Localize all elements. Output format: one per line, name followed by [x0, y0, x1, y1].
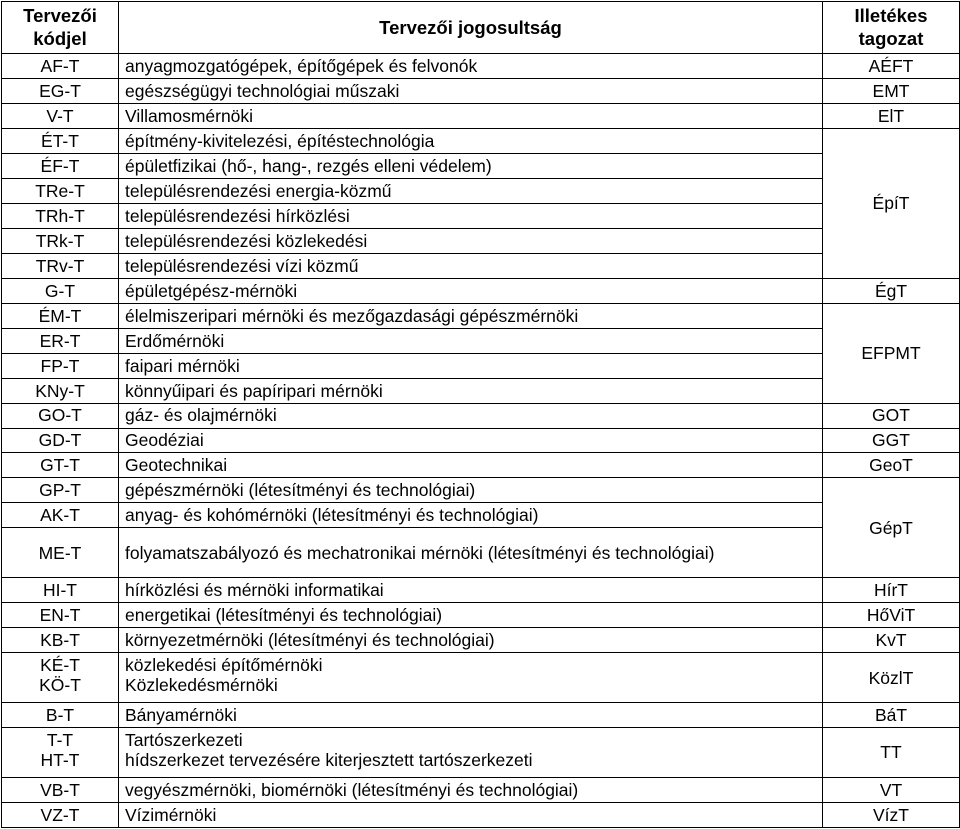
desc-cell: anyag- és kohómérnöki (létesítményi és technológiai) — [119, 503, 823, 528]
code-cell: B-T — [2, 703, 119, 728]
header-code: Tervezői kódjel — [2, 2, 119, 54]
table-row — [2, 603, 960, 628]
table-row — [2, 54, 960, 79]
table-row — [2, 653, 960, 703]
desc-line: hídszerkezet tervezésére kiterjesztett tartószerkezeti — [125, 750, 533, 771]
table-row — [2, 353, 960, 378]
header-scope: Tervezői jogosultság — [119, 2, 823, 54]
code-cell: VB-T — [2, 777, 119, 802]
desc-cell-pair — [119, 727, 823, 777]
code-cell: GT-T — [2, 453, 119, 478]
dept-cell: KözlT — [823, 653, 960, 703]
desc-cell-pair — [119, 653, 823, 703]
desc-cell: anyagmozgatógépek, építőgépek és felvonók — [119, 54, 823, 79]
table-row — [2, 303, 960, 328]
table-row — [2, 378, 960, 403]
code-line: KÖ-T — [39, 675, 81, 696]
code-line: KÉ-T — [40, 655, 80, 676]
code-cell: ÉF-T — [2, 154, 119, 179]
dept-cell: EMT — [823, 79, 960, 104]
dept-cell: ÉpíT — [823, 129, 960, 279]
table-row — [2, 328, 960, 353]
dept-cell: VízT — [823, 802, 960, 827]
dept-cell: HírT — [823, 578, 960, 603]
dept-cell: ElT — [823, 104, 960, 129]
code-cell: GD-T — [2, 428, 119, 453]
desc-line: Tartószerkezeti — [125, 729, 243, 750]
header-row — [2, 2, 960, 54]
dept-cell: TT — [823, 727, 960, 777]
code-cell: EG-T — [2, 79, 119, 104]
desc-cell: egészségügyi technológiai műszaki — [119, 79, 823, 104]
desc-cell: gépészmérnöki (létesítményi és technológiai) — [119, 478, 823, 503]
code-cell: TRe-T — [2, 179, 119, 204]
desc-cell: élelmiszeripari mérnöki és mezőgazdasági gépészmérnöki — [119, 303, 823, 328]
table-row — [2, 478, 960, 503]
desc-cell: épületfizikai (hő-, hang-, rezgés elleni védelem) — [119, 154, 823, 179]
desc-cell: energetikai (létesítményi és technológiai) — [119, 603, 823, 628]
dept-cell: VT — [823, 777, 960, 802]
table-row — [2, 528, 960, 578]
dept-cell: GépT — [823, 478, 960, 578]
table-row — [2, 228, 960, 253]
code-cell: GO-T — [2, 403, 119, 428]
desc-cell: faipari mérnöki — [119, 353, 823, 378]
table-row — [2, 428, 960, 453]
desc-cell: településrendezési közlekedési — [119, 228, 823, 253]
desc-cell: Geodéziai — [119, 428, 823, 453]
desc-cell: településrendezési hírközlési — [119, 203, 823, 228]
table-row — [2, 79, 960, 104]
code-cell: TRk-T — [2, 228, 119, 253]
table-row — [2, 628, 960, 653]
code-cell: V-T — [2, 104, 119, 129]
table-row — [2, 203, 960, 228]
designer-qualification-table — [1, 1, 960, 828]
desc-cell: Villamosmérnöki — [119, 104, 823, 129]
dept-cell: EFPMT — [823, 303, 960, 403]
code-cell: AK-T — [2, 503, 119, 528]
table-row — [2, 802, 960, 827]
desc-cell: könnyűipari és papíripari mérnöki — [119, 378, 823, 403]
desc-cell: településrendezési energia-közmű — [119, 179, 823, 204]
table-row — [2, 403, 960, 428]
table-row — [2, 154, 960, 179]
desc-cell: Erdőmérnöki — [119, 328, 823, 353]
table-row — [2, 703, 960, 728]
code-cell: KNy-T — [2, 378, 119, 403]
code-cell: VZ-T — [2, 802, 119, 827]
desc-cell: Bányamérnöki — [119, 703, 823, 728]
code-cell: AF-T — [2, 54, 119, 79]
dept-cell: AÉFT — [823, 54, 960, 79]
table-row — [2, 278, 960, 303]
dept-cell: KvT — [823, 628, 960, 653]
code-cell: ÉT-T — [2, 129, 119, 154]
code-cell: KB-T — [2, 628, 119, 653]
table-row — [2, 179, 960, 204]
code-cell: FP-T — [2, 353, 119, 378]
code-cell: ME-T — [2, 528, 119, 578]
table-row — [2, 578, 960, 603]
code-cell: ÉM-T — [2, 303, 119, 328]
table-row — [2, 503, 960, 528]
code-cell: HI-T — [2, 578, 119, 603]
desc-cell: Geotechnikai — [119, 453, 823, 478]
table-row — [2, 777, 960, 802]
dept-cell: GOT — [823, 403, 960, 428]
code-cell: GP-T — [2, 478, 119, 503]
desc-cell: építmény-kivitelezési, építéstechnológia — [119, 129, 823, 154]
table-row — [2, 104, 960, 129]
code-line: HT-T — [40, 750, 80, 771]
desc-line: közlekedési építőmérnöki — [125, 655, 323, 676]
desc-cell: folyamatszabályozó és mechatronikai mérnöki (létesítményi és technológiai) — [119, 528, 823, 578]
table-row — [2, 453, 960, 478]
code-cell: TRv-T — [2, 253, 119, 278]
code-cell: G-T — [2, 278, 119, 303]
code-line: T-T — [46, 729, 74, 750]
table-row — [2, 129, 960, 154]
desc-cell: környezetmérnöki (létesítményi és technológiai) — [119, 628, 823, 653]
desc-cell: épületgépész-mérnöki — [119, 278, 823, 303]
dept-cell: GeoT — [823, 453, 960, 478]
header-dept: Illetékes tagozat — [823, 2, 960, 54]
dept-cell: GGT — [823, 428, 960, 453]
desc-cell: gáz- és olajmérnöki — [119, 403, 823, 428]
code-cell: ER-T — [2, 328, 119, 353]
desc-cell: Vízimérnöki — [119, 802, 823, 827]
desc-line: Közlekedésmérnöki — [125, 675, 278, 696]
code-cell-pair — [2, 653, 119, 703]
table-row — [2, 253, 960, 278]
code-cell-pair — [2, 727, 119, 777]
code-cell: TRh-T — [2, 203, 119, 228]
dept-cell: ÉgT — [823, 278, 960, 303]
code-cell: EN-T — [2, 603, 119, 628]
dept-cell: BáT — [823, 703, 960, 728]
desc-cell: hírközlési és mérnöki informatikai — [119, 578, 823, 603]
table-row — [2, 727, 960, 777]
desc-cell: vegyészmérnöki, biomérnöki (létesítményi és technológiai) — [119, 777, 823, 802]
desc-cell: településrendezési vízi közmű — [119, 253, 823, 278]
dept-cell: HőViT — [823, 603, 960, 628]
